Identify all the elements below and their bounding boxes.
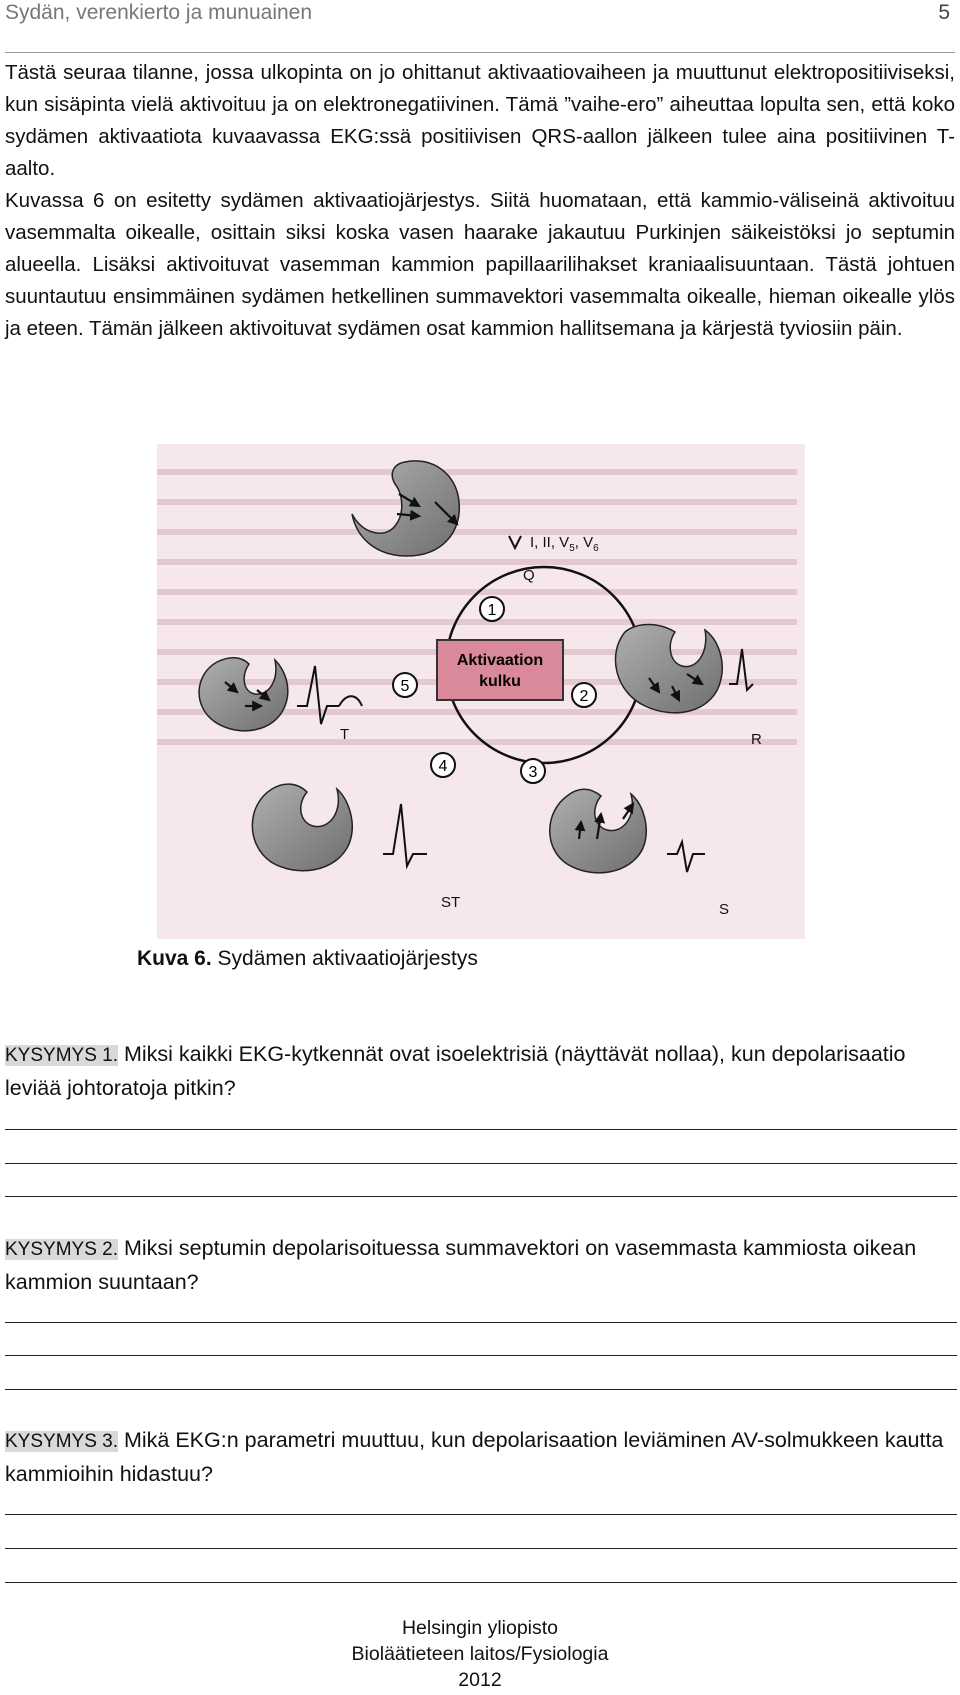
paragraph-2: Kuvassa 6 on esitetty sydämen aktivaatiojärjestys. Siitä huomataan, että kammio-väliseinä aktivoituu vasemmalta oikealle, osittain siksi koska vasen haarake jakautuu Purkinjen säikeistöksi jo septumin alueella. Lisäksi aktivoituvat vasemman kammion papillaarilihakset kraniaalisuuntaan. Tästä johtuen suuntautuu ensimmäinen sydämen hetkellinen summavektori vasemmalta oikealle, hieman oikealle ylös ja eteen. Tämän jälkeen aktivoituvat sydämen osat kammion hallitsemana ja kärjestä tyviosiin päin. — [5, 189, 955, 340]
footer-department: Bioläätieteen laitos/Fysiologia — [351, 1643, 609, 1665]
caption-text: Sydämen aktivaatiojärjestys — [211, 947, 478, 970]
heart-top — [352, 461, 459, 556]
page-number: 5 — [938, 1, 950, 24]
wave-r: R — [751, 731, 762, 748]
heart-left — [199, 658, 288, 731]
wave-q: Q — [523, 567, 535, 584]
question-1-label: KYSYMYS 1. — [5, 1045, 118, 1066]
box-label-1: Aktivaation — [456, 652, 544, 669]
step-2: 2 — [579, 688, 589, 705]
header-title: Sydän, verenkierto ja munuainen — [5, 1, 313, 24]
figure-caption — [137, 944, 478, 974]
answer-line-1b[interactable] — [5, 1163, 957, 1164]
step-5: 5 — [400, 678, 410, 695]
caption-label: Kuva 6. — [137, 947, 212, 970]
step-4: 4 — [438, 758, 448, 775]
answer-line-1a[interactable] — [5, 1129, 957, 1130]
answer-line-2b[interactable] — [5, 1355, 957, 1356]
answer-line-3c[interactable] — [5, 1582, 957, 1583]
intro-text — [5, 57, 955, 345]
activation-box — [437, 640, 563, 700]
heart-right — [615, 625, 722, 713]
box-label-2: kulku — [479, 673, 521, 690]
page-footer — [0, 1615, 960, 1693]
heart-bottom-left — [252, 784, 352, 871]
question-2 — [5, 1232, 955, 1298]
question-1 — [5, 1038, 955, 1104]
wave-t: T — [340, 726, 350, 743]
step-1: 1 — [487, 602, 497, 619]
activation-diagram — [157, 444, 805, 939]
answer-line-1c[interactable] — [5, 1196, 957, 1197]
question-1-text: Miksi kaikki EKG-kytkennät ovat isoelektrisiä (näyttävät nollaa), kun depolarisaatio leviää johtoratoja pitkin? — [5, 1042, 906, 1100]
answer-line-2a[interactable] — [5, 1322, 957, 1323]
footer-year: 2012 — [458, 1669, 502, 1691]
question-2-label: KYSYMYS 2. — [5, 1239, 118, 1260]
wave-s: S — [719, 901, 730, 918]
wave-st: ST — [441, 894, 461, 911]
answer-line-3b[interactable] — [5, 1548, 957, 1549]
paragraph-1: Tästä seuraa tilanne, jossa ulkopinta on jo ohittanut aktivaatiovaiheen ja muuttunut elektropositiiviseksi, kun sisäpinta vielä aktivoituu ja on elektronegatiivinen. Tämä ”vaihe-ero” aiheuttaa lopulta sen, että koko sydämen aktivaatiota kuvaavassa EKG:ssä positiivisen QRS-aallon jälkeen tulee aina positiivinen T-aalto. — [5, 61, 955, 180]
page-header — [5, 0, 955, 53]
activation-figure — [157, 444, 805, 939]
answer-line-3a[interactable] — [5, 1514, 957, 1515]
lead-label: I, II, $V_5$, $V_6$ — [530, 534, 599, 554]
question-2-text: Miksi septumin depolarisoituessa summavektori on vasemmasta kammiosta oikean kammion suuntaan? — [5, 1236, 917, 1294]
footer-university: Helsingin yliopisto — [401, 1617, 559, 1639]
question-3 — [5, 1424, 955, 1490]
step-3: 3 — [528, 764, 538, 781]
question-3-text: Mikä EKG:n parametri muuttuu, kun depolarisaation leviäminen AV-solmukkeen kautta kammioihin hidastuu? — [5, 1428, 944, 1486]
question-3-label: KYSYMYS 3. — [5, 1431, 118, 1452]
answer-line-2c[interactable] — [5, 1389, 957, 1390]
